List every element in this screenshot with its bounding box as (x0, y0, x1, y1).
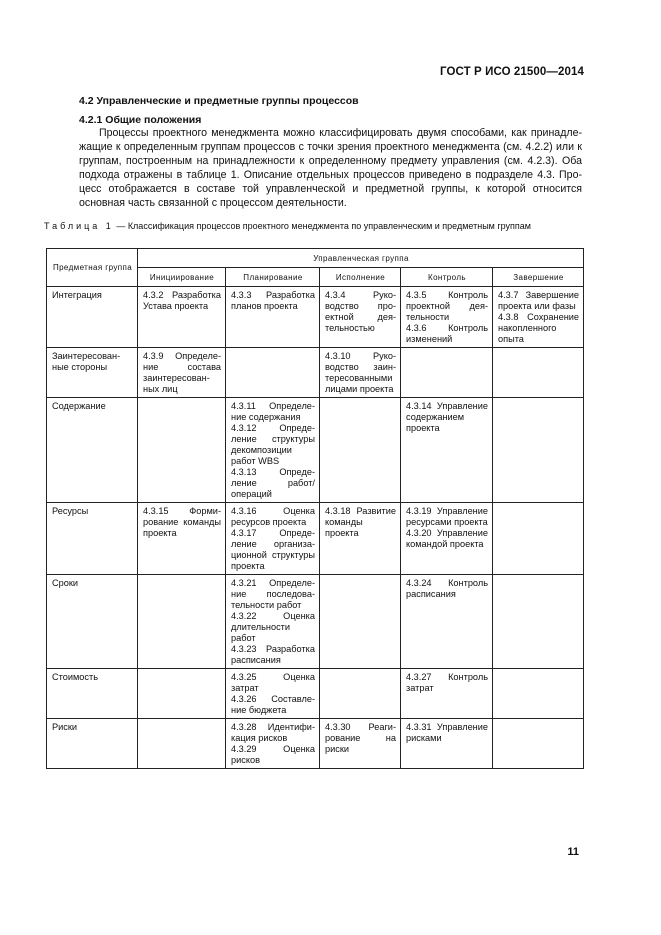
process-entry: 4.3.10 Руководство заинтересованными лицами проекта (325, 351, 396, 394)
table-row (47, 669, 584, 719)
process-classification-table (46, 248, 584, 769)
process-entry: 4.3.9 Определение состава заинтересованных лиц (143, 351, 221, 394)
subject-group-cell: Содержание (47, 398, 138, 503)
process-cell (138, 669, 226, 719)
process-cell (320, 719, 401, 769)
process-cell (320, 348, 401, 398)
process-entry: 4.3.13 Определение работ/операций (231, 467, 315, 499)
table-row (47, 348, 584, 398)
process-cell (493, 503, 584, 575)
page-number: 11 (567, 846, 579, 858)
process-cell (226, 669, 320, 719)
process-entry: 4.3.8 Сохранение накопленного опыта (498, 312, 580, 344)
table-caption (44, 221, 584, 233)
process-cell (401, 503, 493, 575)
table-row (47, 503, 584, 575)
column-header: Контроль (401, 268, 493, 287)
subject-group-cell: Риски (47, 719, 138, 769)
subject-group-cell: Заинтересованные стороны (47, 348, 138, 398)
process-entry: 4.3.21 Определение последовательности работ (231, 578, 315, 610)
process-entry: 4.3.26 Составление бюджета (231, 694, 315, 715)
table-row (47, 287, 584, 348)
process-entry: 4.3.11 Определение содержания (231, 401, 315, 422)
table-caption-label: Таблица 1 (44, 221, 114, 231)
process-cell (138, 398, 226, 503)
process-entry: 4.3.17 Определение организационной структуры проекта (231, 528, 315, 571)
process-entry: 4.3.29 Оценка рисков (231, 744, 315, 765)
process-cell (138, 719, 226, 769)
subject-group-cell: Интеграция (47, 287, 138, 348)
process-cell (226, 575, 320, 669)
process-cell (493, 348, 584, 398)
process-cell (226, 719, 320, 769)
process-entry: 4.3.25 Оценка затрат (231, 672, 315, 693)
process-cell (320, 398, 401, 503)
process-entry: 4.3.12 Определение структуры декомпозиции работ WBS (231, 423, 315, 466)
process-cell (401, 719, 493, 769)
process-cell (493, 287, 584, 348)
process-entry: 4.3.16 Оценка ресурсов проекта (231, 506, 315, 527)
table-row (47, 398, 584, 503)
process-entry: 4.3.19 Управление ресурсами проекта (406, 506, 488, 527)
process-entry: 4.3.4 Руководство проектной деятельностью (325, 290, 396, 333)
document-standard-header: ГОСТ Р ИСО 21500—2014 (439, 66, 584, 78)
process-cell (138, 575, 226, 669)
process-entry: 4.3.14 Управление содержанием проекта (406, 401, 488, 433)
process-cell (226, 348, 320, 398)
table-row (47, 719, 584, 769)
process-entry: 4.3.31 Управление рисками (406, 722, 488, 743)
process-cell (320, 575, 401, 669)
process-cell (493, 719, 584, 769)
subject-group-cell: Стоимость (47, 669, 138, 719)
process-cell (226, 398, 320, 503)
process-entry: 4.3.30 Реагирование на риски (325, 722, 396, 754)
process-entry: 4.3.22 Оценка длительности работ (231, 611, 315, 643)
process-cell (401, 669, 493, 719)
process-cell (138, 348, 226, 398)
body-paragraph: Процессы проектного менеджмента можно классифицировать двумя способами, как принадлежащие к определенным группам процессов с точки зрения проектного менеджмента (см. 4.2.2) или к группам, построенным на принадлежности к определенному предмету управления (см. 4.2.3). Оба подхода отражены в таблице 1. Описание отдельных процессов приведено в подразделе 4.3. Процесс отображается в составе той управленческой и предметной группы, к которой относится основная часть связанной с процессом деятельности. (79, 127, 582, 210)
management-group-header: Управленческая группа (138, 249, 584, 268)
process-cell (320, 669, 401, 719)
process-cell (320, 503, 401, 575)
subject-group-cell: Сроки (47, 575, 138, 669)
section-title: 4.2 Управленческие и предметные группы процессов (79, 95, 359, 107)
process-entry: 4.3.23 Разработка расписания (231, 644, 315, 665)
process-entry: 4.3.7 Завершение проекта или фазы (498, 290, 580, 311)
table-caption-text: — Классификация процессов проектного менеджмента по управленческим и предметным группам (116, 221, 531, 231)
column-header: Исполнение (320, 268, 401, 287)
process-entry: 4.3.6 Контроль изменений (406, 323, 488, 344)
table-row (47, 575, 584, 669)
process-cell (493, 575, 584, 669)
process-entry: 4.3.27 Контроль затрат (406, 672, 488, 693)
column-header: Планирование (226, 268, 320, 287)
process-cell (138, 287, 226, 348)
process-entry: 4.3.28 Идентификация рисков (231, 722, 315, 743)
process-entry: 4.3.2 Разработка Устава проекта (143, 290, 221, 311)
process-entry: 4.3.15 Формирование команды проекта (143, 506, 221, 538)
process-entry: 4.3.24 Контроль расписания (406, 578, 488, 599)
process-entry: 4.3.3 Разработка планов проекта (231, 290, 315, 311)
process-cell (401, 348, 493, 398)
process-cell (320, 287, 401, 348)
process-cell (401, 398, 493, 503)
column-header: Завершение (493, 268, 584, 287)
process-cell (401, 287, 493, 348)
process-entry: 4.3.18 Развитие команды проекта (325, 506, 396, 538)
process-cell (493, 398, 584, 503)
process-entry: 4.3.5 Контроль проектной деятельности (406, 290, 488, 322)
subject-group-header: Предметная группа (47, 249, 138, 287)
process-cell (226, 503, 320, 575)
process-entry: 4.3.20 Управление командой проекта (406, 528, 488, 549)
subsection-title: 4.2.1 Общие положения (79, 114, 202, 126)
process-cell (226, 287, 320, 348)
process-cell (493, 669, 584, 719)
column-header: Инициирование (138, 268, 226, 287)
subject-group-cell: Ресурсы (47, 503, 138, 575)
process-cell (401, 575, 493, 669)
process-cell (138, 503, 226, 575)
